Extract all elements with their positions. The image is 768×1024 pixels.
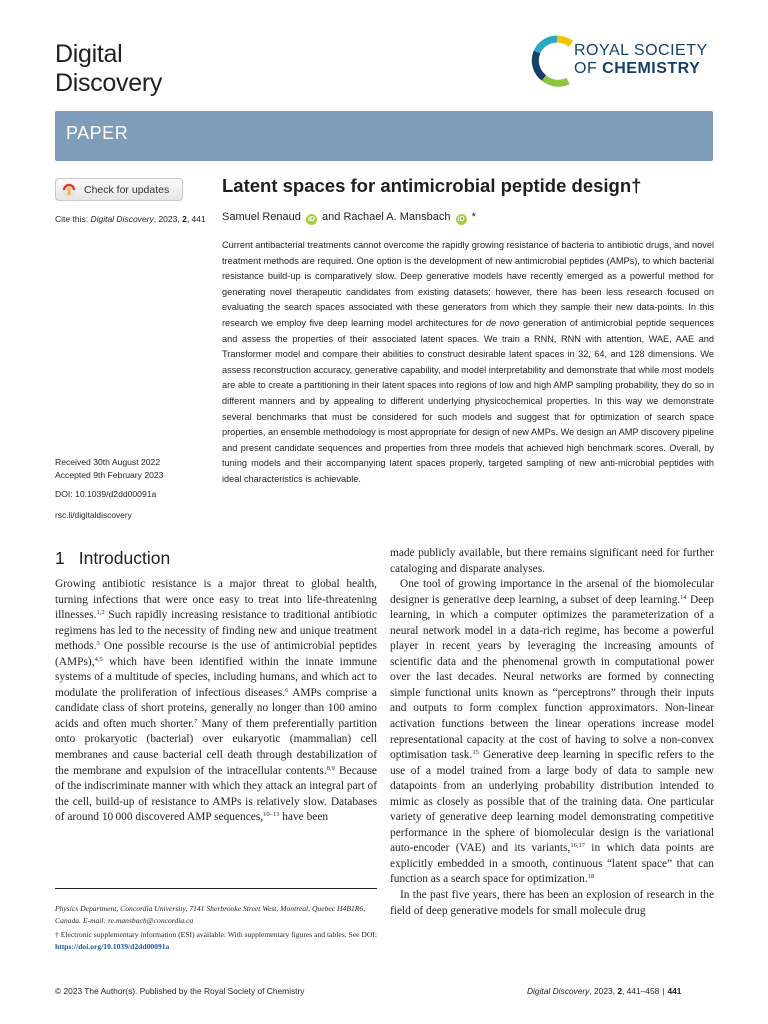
paragraph: made publicly available, but there remains significant need for further cataloging and disparate analyses. [390, 547, 714, 575]
footer-copyright: © 2023 The Author(s). Published by the Royal Society of Chemistry [55, 986, 305, 996]
section-title: Introduction [78, 548, 171, 568]
corresponding-mark: * [471, 211, 476, 223]
rsc-name-line2: OF CHEMISTRY [574, 60, 701, 77]
citation-ref[interactable]: 18 [587, 873, 595, 881]
citation-ref[interactable]: 14 [680, 593, 687, 601]
abstract: Current antibacterial treatments cannot overcome the rapidly growing resistance of bacteria to antibiotic drugs, and novel treatment methods are required. One option is the development of new antimicrobial peptides (AMPs), to which bacterial resistance build-up is comparatively slow. Deep generative models have recently emerged as a powerful method for generating novel therapeutic candidates from existing datasets; however, there has been less research focused on evaluating the search spaces associated with these generators from which they sample their new data-points. In this research we employ five deep learning model architectures for de novo generation of antimicrobial peptide sequences and assess the properties of their associated latent spaces. We train a RNN, RNN with attention, WAE, AAE and Transformer model and compare their abilities to construct desirable latent spaces in 32, 64, and 128 dimensions. We assess reconstruction accuracy, generative capability, and model interpretability and demonstrate that while most models are able to create a partitioning in their latent spaces into regions of low and high AMP sampling probability, they do so in different manners and by appealing to different underlying physicochemical properties. In this way we demonstrate several benchmarks that must be considered for such models and suggest that for optimization of search space properties, an ensemble methodology is most appropriate for design of new AMPs. We design an AMP discovery pipeline and present candidate sequences and properties from three models that achieved high benchmark scores. Overall, by tuning models and their accompanying latent spaces properly, targeted sampling of new anti-microbial peptides with ideal characteristics is achievable. [222, 240, 714, 484]
journal-link[interactable]: rsc.li/digitaldiscovery [55, 510, 132, 520]
author-name[interactable]: Rachael A. Mansbach [343, 211, 451, 223]
citation-ref[interactable]: 3 [96, 640, 100, 648]
affiliation-note: Physics Department, Concordia University, 7141 Sherbrooke Street West, Montreal, Quebec H4B1R6, Canada. E-mail: re.mansbach@concordia.ca [55, 904, 366, 925]
rsc-logo[interactable] [530, 34, 720, 88]
page-number: 441 [667, 986, 682, 996]
article-type-label: PAPER [66, 123, 129, 143]
article-title: Latent spaces for antimicrobial peptide design† [222, 175, 642, 196]
rsc-name-line1: ROYAL SOCIETY [574, 42, 708, 59]
received-date: Received 30th August 2022 [55, 457, 161, 467]
citation-ref[interactable]: 7 [194, 717, 198, 725]
publication-history [55, 456, 163, 481]
section-number: 1 [55, 548, 65, 568]
citation-ref[interactable]: 6 [285, 686, 289, 694]
orcid-icon[interactable]: iD [307, 216, 315, 223]
check-updates-label: Check for updates [84, 184, 170, 196]
author-name[interactable]: Samuel Renaud [222, 211, 301, 223]
citation-ref[interactable]: 1,2 [96, 609, 105, 617]
body-column-right [390, 546, 714, 919]
paragraph: In the past five years, there has been an explosion of research in the field of deep generative models for small molecule drug [390, 889, 714, 917]
body-column-left: Growing antibiotic resistance is a major threat to global health, turning infections that were once easy to treat into life-threatening illnesses.$^{1,2}$ Such rapidly increasing resistance to traditional antibiotic regimens has led to the necessity of finding new and unique treatment methods.$^3$ One possible recourse is the use of antimicrobial peptides (AMPs),$^{4,5}$ which have been identified within the innate immune systems of a multitude of species, including humans, and which act to modulate the proliferation of infectious diseases.$^6$ AMPs comprise a candidate class of short proteins, generally no longer than 100 amino acids and often much shorter.$^7$ Many of them preferentially partition onto prokaryotic (bacterial) over eukaryotic (mammalian) cell membranes and cause bacterial cell death through destabilization of the membrane and expulsion of the intracellular contents.$^{8,9}$ Because of the indiscriminate manner with which they attack an integral part of the cell, build-up of resistance to AMPs is relatively slow. Databases of around 10 000 discovered AMP sequences,$^{10-13}$ have been [55, 578, 377, 824]
section-heading [55, 548, 170, 569]
footnote-divider [55, 888, 377, 889]
orcid-icon[interactable]: iD [457, 216, 465, 223]
citation-ref[interactable]: 10–13 [263, 811, 280, 819]
check-for-updates-button[interactable] [55, 178, 183, 201]
citation-ref[interactable]: 8,9 [326, 764, 335, 772]
journal-title-line1: Digital [55, 40, 123, 68]
accepted-date: Accepted 9th February 2023 [55, 469, 164, 480]
citation-ref[interactable]: 15 [472, 749, 479, 757]
footnotes [55, 903, 377, 953]
citation-ref[interactable]: 4,5 [94, 655, 103, 663]
author-list: Samuel Renaud iD and Rachael A. Mansbach iD * [222, 211, 476, 223]
citation-line: Cite this: Digital Discovery, 2023, 2, 441 [55, 214, 206, 224]
journal-title [55, 40, 162, 98]
journal-title-line2: Discovery [55, 69, 163, 97]
esi-note: † Electronic supplementary information (ESI) available: With supplementary figures and tables. See DOI: https://doi.org/10.1039/d2dd00091a [55, 930, 377, 951]
footer-citation: Digital Discovery, 2023, 2, 441–458 | 441 [527, 986, 682, 996]
check-updates-icon [61, 182, 77, 198]
doi[interactable]: DOI: 10.1039/d2dd00091a [55, 489, 157, 499]
article-type-banner [55, 111, 713, 161]
esi-doi-link[interactable]: https://doi.org/10.1039/d2dd00091a [55, 942, 170, 951]
paragraph: One tool of growing importance in the arsenal of the biomolecular designer is generative deep learning, a subset of deep learning.$^{14}$ Deep learning, in which a computer optimizes the parameterization of a neural network model in a data-rich regime, has become a powerful player in recent years by leveraging the increasing amounts of scientific data and the phenomenal growth in computational power over the last decades. Neural networks are formed by connecting simple functional units known as “perceptrons” through their inputs and outputs to form complex function approximators. Non-linear activation functions between the linear operations increase model representational capacity at the cost of having to solve a non-convex optimisation task.$^{15}$ Generative deep learning in specific refers to the use of a model trained from a large body of data to sample new datapoints from an underlying probability distribution intended to mimic as closely as possible that of the training data. One particular variety of generative deep learning model demonstrating competitive performance in the sphere of biomolecular design is the variational auto-encoder (VAE) and its variants,$^{16,17}$ in which data points are explicitly embedded in a smooth, continuous “latent space” that can function as a search space for optimization.$^{18}$ [390, 578, 714, 886]
citation-ref[interactable]: 16,17 [570, 842, 585, 850]
